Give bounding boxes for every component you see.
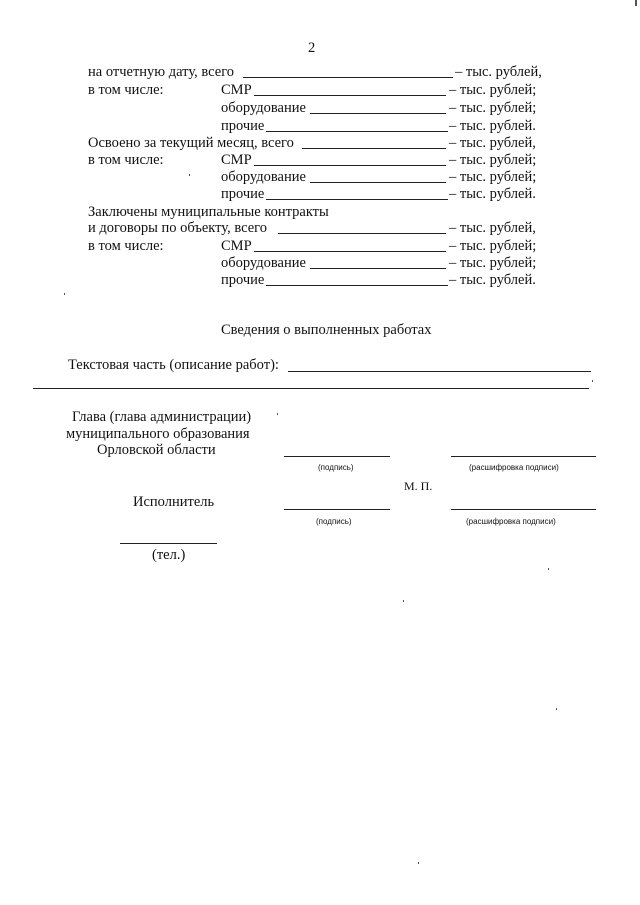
equipment-label: оборудование	[221, 169, 306, 185]
other-field[interactable]	[266, 285, 448, 286]
smr-field[interactable]	[254, 165, 446, 166]
equipment-label: оборудование	[221, 100, 306, 116]
incl-label: в том числе:	[88, 82, 164, 98]
works-text-label: Текстовая часть (описание работ):	[68, 357, 279, 373]
mastered-total-label: Освоено за текущий месяц, всего	[88, 135, 294, 151]
unit-label: – тыс. рублей.	[449, 186, 536, 202]
head-title-line1: Глава (глава администрации)	[72, 409, 252, 425]
scan-artifact	[592, 380, 593, 382]
other-label: прочие	[221, 118, 265, 134]
page-number: 2	[308, 40, 316, 56]
stamp-place: М. П.	[404, 479, 433, 493]
contracts-label-line1: Заключены муниципальные контракты	[88, 204, 329, 220]
decoding-caption: (расшифровка подписи)	[469, 463, 559, 472]
mastered-total-field[interactable]	[302, 148, 446, 149]
unit-label: – тыс. рублей.	[449, 118, 536, 134]
unit-label: – тыс. рублей,	[449, 220, 536, 236]
scan-artifact	[277, 413, 278, 415]
incl-label: в том числе:	[88, 152, 164, 168]
other-label: прочие	[221, 272, 265, 288]
decoding-caption: (расшифровка подписи)	[466, 517, 556, 526]
head-title-line2: муниципального образования	[66, 426, 250, 442]
executor-label: Исполнитель	[133, 494, 215, 510]
other-field[interactable]	[266, 131, 448, 132]
unit-label: – тыс. рублей;	[449, 169, 537, 185]
incl-label: в том числе:	[88, 238, 164, 254]
unit-label: – тыс. рублей;	[449, 152, 537, 168]
contracts-total-field[interactable]	[278, 233, 446, 234]
unit-label: – тыс. рублей,	[455, 64, 542, 80]
smr-field[interactable]	[254, 251, 446, 252]
works-description-field-line2[interactable]	[33, 388, 589, 389]
executor-signature-field[interactable]	[284, 509, 390, 510]
unit-label: – тыс. рублей;	[449, 100, 537, 116]
total-on-date-field[interactable]	[243, 77, 453, 78]
scan-artifact	[548, 568, 549, 570]
equipment-label: оборудование	[221, 255, 306, 271]
unit-label: – тыс. рублей;	[449, 238, 537, 254]
scan-artifact	[635, 0, 637, 6]
executor-decoding-field[interactable]	[451, 509, 596, 510]
signature-caption: (подпись)	[318, 463, 354, 472]
unit-label: – тыс. рублей;	[449, 82, 537, 98]
scan-artifact	[64, 293, 65, 295]
equipment-field[interactable]	[310, 113, 446, 114]
scan-artifact	[189, 174, 190, 176]
works-section-title: Сведения о выполненных работах	[221, 322, 432, 338]
total-on-date-label: на отчетную дату, всего	[88, 64, 235, 80]
smr-field[interactable]	[254, 95, 446, 96]
head-signature-field[interactable]	[284, 456, 390, 457]
phone-label: (тел.)	[152, 547, 186, 563]
equipment-field[interactable]	[310, 268, 446, 269]
unit-label: – тыс. рублей,	[449, 135, 536, 151]
scan-artifact	[556, 708, 557, 710]
signature-caption: (подпись)	[316, 517, 352, 526]
scan-artifact	[403, 600, 404, 602]
smr-label: СМР	[221, 82, 252, 98]
contracts-label-line2: и договоры по объекту, всего	[88, 220, 267, 236]
head-title-line3: Орловской области	[97, 442, 216, 458]
phone-field[interactable]	[120, 543, 217, 544]
unit-label: – тыс. рублей;	[449, 255, 537, 271]
head-decoding-field[interactable]	[451, 456, 596, 457]
scan-artifact	[418, 862, 419, 864]
unit-label: – тыс. рублей.	[449, 272, 536, 288]
smr-label: СМР	[221, 152, 252, 168]
other-field[interactable]	[266, 199, 448, 200]
other-label: прочие	[221, 186, 265, 202]
equipment-field[interactable]	[310, 182, 446, 183]
smr-label: СМР	[221, 238, 252, 254]
works-description-field[interactable]	[288, 371, 591, 372]
